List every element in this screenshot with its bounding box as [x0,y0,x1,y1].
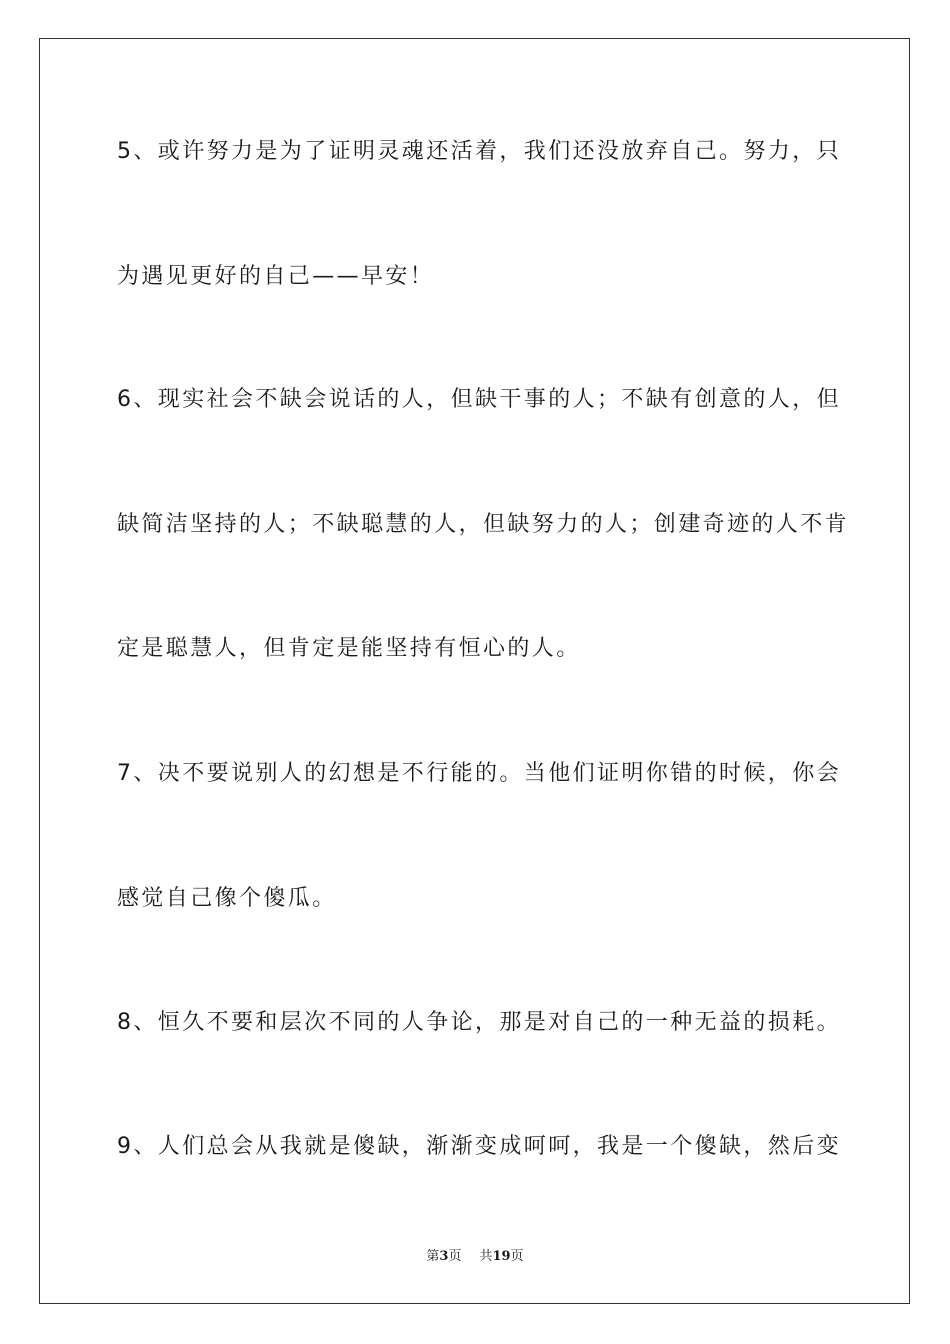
page-suffix: 页 [448,1249,462,1264]
text-line-1: 5、或许努力是为了证明灵魂还活着，我们还没放弃自己。努力，只 [117,139,841,164]
text-line-5: 定是聪慧人，但肯定是能坚持有恒心的人。 [117,636,581,661]
text-line-3: 6、现实社会不缺会说话的人，但缺干事的人；不缺有创意的人，但 [117,387,841,412]
text-line-9: 9、人们总会从我就是傻缺，渐渐变成呵呵，我是一个傻缺，然后变 [117,1134,841,1159]
page-prefix: 第 [426,1249,440,1264]
text-line-8: 8、恒久不要和层次不同的人争论，那是对自己的一种无益的损耗。 [117,1010,841,1035]
text-line-2: 为遇见更好的自己——早安！ [117,264,435,289]
text-line-7: 感觉自己像个傻瓜。 [117,886,337,911]
page-border [39,38,910,1304]
text-line-6: 7、决不要说别人的幻想是不行能的。当他们证明你错的时候，你会 [117,761,841,786]
total-prefix: 共 [479,1249,493,1264]
total-suffix: 页 [510,1249,524,1264]
page-number: 3 [439,1249,449,1264]
total-pages: 19 [492,1249,511,1264]
text-line-4: 缺简洁坚持的人；不缺聪慧的人，但缺努力的人；创建奇迹的人不肯 [117,512,850,537]
page-footer [0,1248,950,1266]
